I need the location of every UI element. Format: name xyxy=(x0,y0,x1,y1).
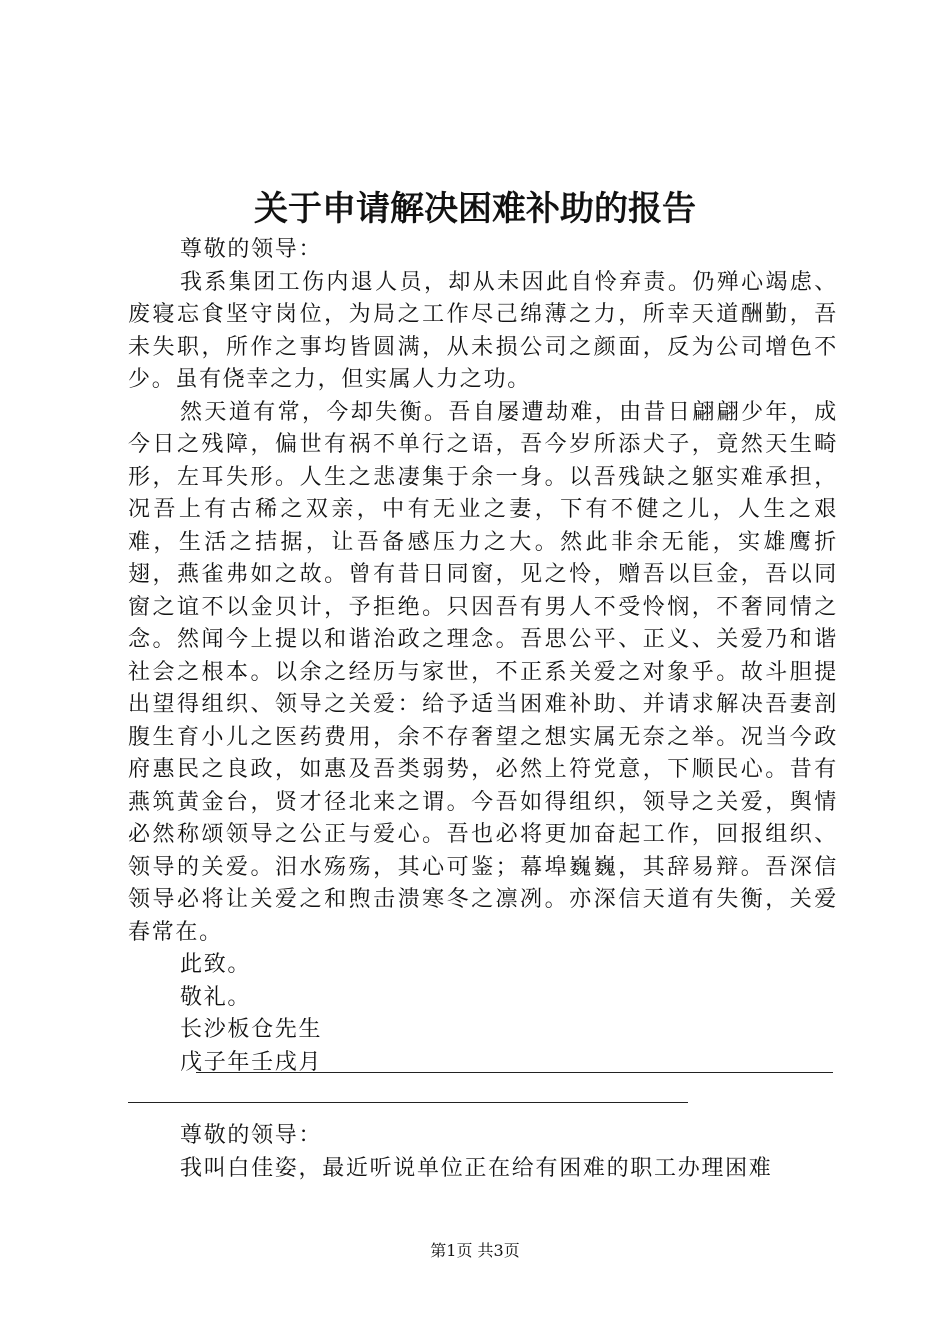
second-first-line: 我叫白佳姿，最近听说单位正在给有困难的职工办理困难 xyxy=(180,1155,773,1181)
salutation: 敬礼。 xyxy=(180,984,252,1010)
divider-line xyxy=(196,1072,833,1073)
paragraph-2: 然天道有常，今却失衡。吾自屡遭劫难，由昔日翩翩少年，成今日之残障，偏世有祸不单行之语，吾今岁所添犬子，竟然天生畸形，左耳失形。人生之悲凄集于余一身。以吾残缺之躯实难承担，况吾上有古稀之双亲，中有无业之妻，下有不健之儿，人生之艰难，生活之拮据，让吾备感压力之大。然此非余无能，实雄鹰折翅，燕雀弗如之故。曾有昔日同窗，见之怜，赠吾以巨金，吾以同窗之谊不以金贝计，予拒绝。只因吾有男人不受怜悯，不奢同情之念。然闻今上提以和谐治政之理念。吾思公平、正义、关爱乃和谐社会之根本。以余之经历与家世，不正系关爱之对象乎。故斗胆提出望得组织、领导之关爱：给予适当困难补助、并请求解决吾妻剖腹生育小儿之医药费用，余不存奢望之想实属无奈之举。况当今政府惠民之良政，如惠及吾类弱势，必然上符党意，下顺民心。昔有燕筑黄金台，贤才径北来之谓。今吾如得组织，领导之关爱，舆情必然称颂领导之公正与爱心。吾也必将更加奋起工作，回报组织、领导的关爱。汨水殇殇，其心可鉴；幕埠巍巍，其辞易辩。吾深信领导必将让关爱之和煦击溃寒冬之凛冽。亦深信天道有失衡，关爱春常在。 xyxy=(128,399,838,945)
document-title: 关于申请解决困难补助的报告 xyxy=(254,189,696,229)
section-divider xyxy=(128,1060,833,1120)
second-letter-body xyxy=(128,1120,838,1185)
page-number: 第1页 共3页 xyxy=(430,1241,520,1260)
second-greeting: 尊敬的领导： xyxy=(180,1123,323,1148)
letter-body xyxy=(128,234,838,1079)
letter-date: 戊子年壬戌月 xyxy=(180,1049,323,1075)
closing: 此致。 xyxy=(180,952,252,977)
divider-line xyxy=(128,1102,688,1103)
greeting: 尊敬的领导： xyxy=(180,237,323,262)
paragraph-1: 我系集团工伤内退人员，却从未因此自怜弃责。仍殚心竭虑、废寝忘食坚守岗位，为局之工作尽己绵薄之力，所幸天道酬勤，吾未失职，所作之事均皆圆满，从未损公司之颜面，反为公司增色不少。虽有侥幸之力，但实属人力之功。 xyxy=(128,269,838,392)
signature: 长沙板仓先生 xyxy=(180,1017,323,1042)
